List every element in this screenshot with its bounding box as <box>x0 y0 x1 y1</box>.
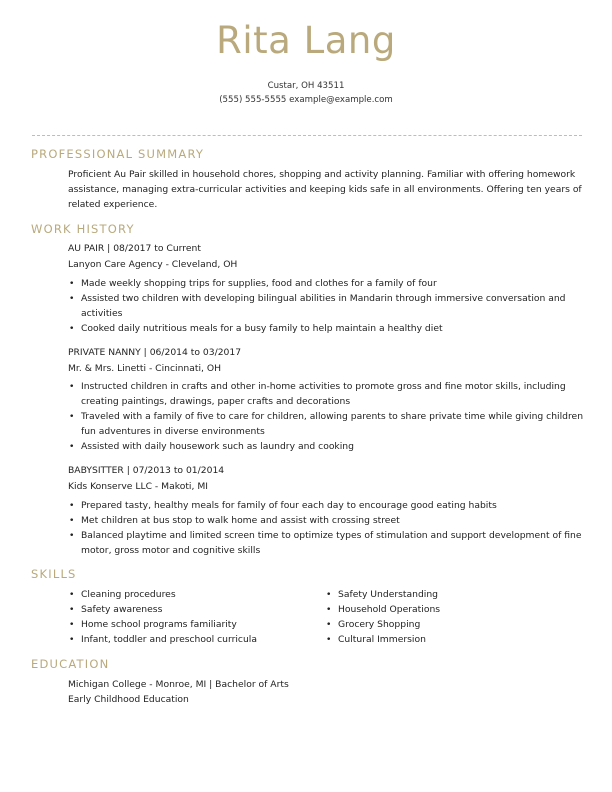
job-title-dates: AU PAIR | 08/2017 to Current <box>68 243 201 254</box>
job-bullets <box>68 379 584 454</box>
skill-item: • Safety awareness <box>68 602 257 617</box>
job-bullet: • Met children at bus stop to walk home and assist with crossing street <box>68 513 584 528</box>
education-school-degree: Michigan College - Monroe, MI | Bachelor of Arts <box>68 679 289 690</box>
education-heading: EDUCATION <box>31 657 110 671</box>
job-bullet: • Traveled with a family of five to care for children, allowing parents to share private time while giving children fun adventures in diverse environments <box>68 409 584 439</box>
summary-heading: PROFESSIONAL SUMMARY <box>31 147 205 161</box>
skill-item: • Infant, toddler and preschool curricula <box>68 632 257 647</box>
skills-left-column <box>68 587 257 647</box>
header-divider <box>32 135 582 136</box>
job-employer: Kids Konserve LLC - Makoti, MI <box>68 481 208 492</box>
contact-address: Custar, OH 43511 <box>267 81 345 91</box>
job-bullet: • Prepared tasty, healthy meals for family of four each day to encourage good eating habits <box>68 498 584 513</box>
job-bullets <box>68 276 584 336</box>
job-bullet: • Assisted two children with developing bilingual abilities in Mandarin through immersive conversation and activities <box>68 291 584 321</box>
job-bullet: • Made weekly shopping trips for supplies, food and clothes for a family of four <box>68 276 584 291</box>
job-bullet: • Cooked daily nutritious meals for a busy family to help maintain a healthy diet <box>68 321 584 336</box>
skill-item: • Household Operations <box>325 602 440 617</box>
skill-item: • Cultural Immersion <box>325 632 440 647</box>
job-title-dates: PRIVATE NANNY | 06/2014 to 03/2017 <box>68 347 242 358</box>
job-employer: Mr. & Mrs. Linetti - Cincinnati, OH <box>68 363 221 374</box>
job-title-dates: BABYSITTER | 07/2013 to 01/2014 <box>68 465 225 476</box>
work-history-heading: WORK HISTORY <box>31 222 135 236</box>
job-employer: Lanyon Care Agency - Cleveland, OH <box>68 259 238 270</box>
job-bullet: • Instructed children in crafts and other in-home activities to promote gross and fine motor skills, including creating paintings, drawings, paper crafts and decorations <box>68 379 584 409</box>
candidate-name: Rita Lang <box>216 19 396 62</box>
skills-right-column <box>325 587 440 647</box>
skills-heading: SKILLS <box>31 567 77 581</box>
job-bullets <box>68 498 584 558</box>
education-field: Early Childhood Education <box>68 694 189 705</box>
skill-item: • Safety Understanding <box>325 587 440 602</box>
skill-item: • Grocery Shopping <box>325 617 440 632</box>
summary-text: Proficient Au Pair skilled in household chores, shopping and activity planning. Familiar with offering homework assistance, managing extra-curricular activities and keeping kids safe in all environments. Offering ten years of related experience. <box>68 169 582 210</box>
job-bullet: • Balanced playtime and limited screen time to optimize types of stimulation and support development of fine motor, gross motor and cognitive skills <box>68 528 584 558</box>
job-bullet: • Assisted with daily housework such as laundry and cooking <box>68 439 584 454</box>
skill-item: • Home school programs familiarity <box>68 617 257 632</box>
contact-phone-email: (555) 555-5555 example@example.com <box>219 95 393 105</box>
skill-item: • Cleaning procedures <box>68 587 257 602</box>
